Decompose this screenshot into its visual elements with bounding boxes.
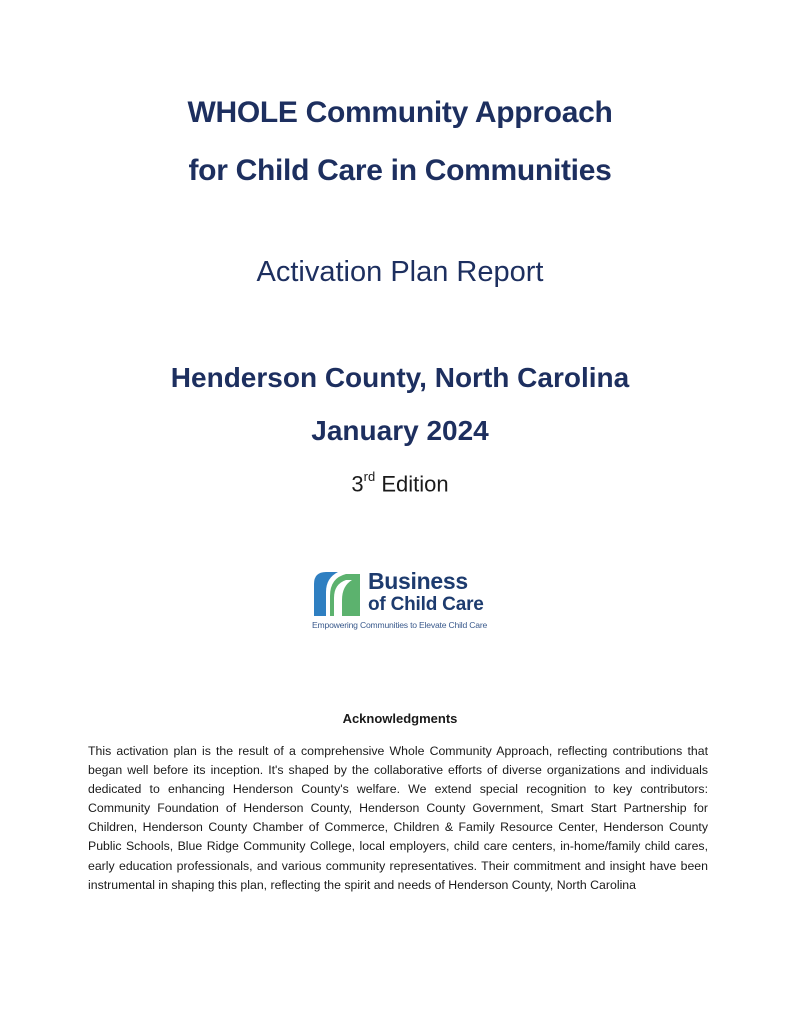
title-line-1: WHOLE Community Approach: [187, 96, 613, 129]
business-of-child-care-logo: [312, 568, 488, 634]
location-heading: Henderson County, North Carolina: [170, 362, 630, 393]
edition-label: [0, 471, 800, 497]
edition-suffix: rd: [363, 469, 376, 484]
title-line-2: for Child Care in Communities: [188, 154, 612, 187]
acknowledgments-heading: Acknowledgments: [342, 711, 458, 726]
logo-tagline: Empowering Communities to Elevate Child Care: [312, 620, 488, 630]
report-title: [0, 84, 800, 200]
logo-text-business: Business: [368, 568, 468, 594]
edition-word: Edition: [381, 471, 449, 497]
report-subtitle: Activation Plan Report: [256, 256, 544, 288]
date-heading: January 2024: [311, 415, 489, 446]
edition-number: 3: [351, 471, 364, 497]
logo-mark-icon: [312, 570, 362, 618]
acknowledgments-body: This activation plan is the result of a comprehensive Whole Community Approach, reflecting contributions that began well before its inception. It's shaped by the collaborative efforts of diverse organizations and individuals dedicated to enhancing Henderson County's welfare. We extend special recognition to key contributors: Community Foundation of Henderson County, Henderson County Government, Smart Start Partnership for Children, Henderson County Chamber of Commerce, Children & Family Resource Center, Henderson County Public Schools, Blue Ridge Community College, local employers, child care centers, in-home/family child cares, early education professionals, and various community representatives. Their commitment and insight have been instrumental in shaping this plan, reflecting the spirit and needs of Henderson County, North Carolina: [88, 744, 708, 892]
logo-text-of-child-care: of Child Care: [368, 594, 484, 615]
